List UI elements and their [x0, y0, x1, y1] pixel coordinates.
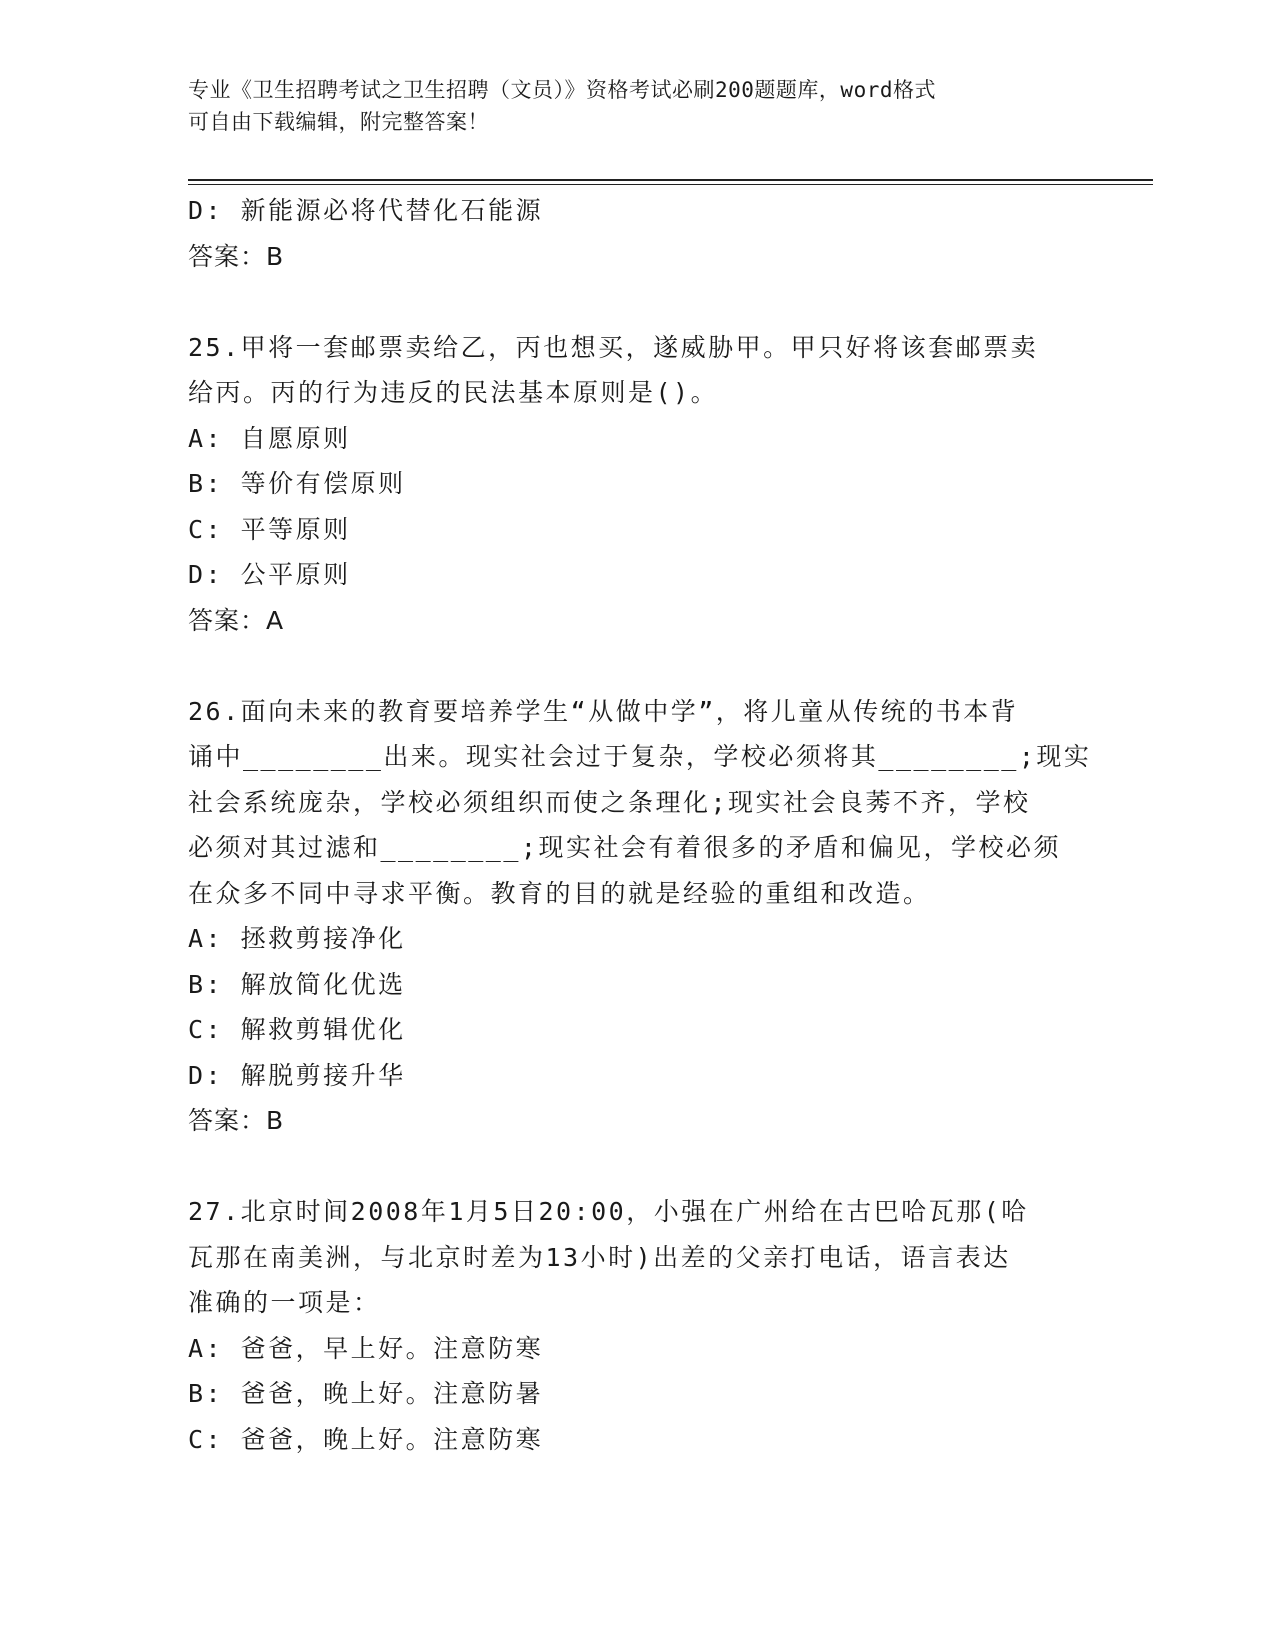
question-stem-line: 诵中________出来。现实社会过于复杂，学校必须将其________;现实: [188, 742, 1092, 771]
page-header: [188, 74, 1088, 138]
option-b: B: 爸爸，晚上好。注意防暑: [188, 1379, 544, 1408]
spacer: [188, 643, 1088, 689]
header-line-2: 可自由下载编辑，附完整答案！: [188, 110, 489, 134]
spacer: [188, 279, 1088, 325]
option-a: A: 自愿原则: [188, 423, 351, 453]
spacer: [188, 1144, 1088, 1190]
option-a: A: 拯救剪接净化: [188, 924, 406, 953]
option-c: C: 爸爸，晚上好。注意防寒: [188, 1424, 544, 1454]
question-stem-line: 26.面向未来的教育要培养学生“从做中学”，将儿童从传统的书本背: [188, 696, 1019, 726]
question-stem-line: 瓦那在南美洲，与北京时差为13小时)出差的父亲打电话，语言表达: [188, 1242, 1011, 1272]
option-b: B: 解放简化优选: [188, 969, 406, 999]
prev-answer: 答案：B: [188, 241, 285, 271]
question-stem-line: 在众多不同中寻求平衡。教育的目的就是经验的重组和改造。: [188, 878, 931, 908]
question-26: [188, 689, 1092, 1144]
header-divider-thin: [188, 184, 1153, 185]
question-stem-line: 必须对其过滤和________;现实社会有着很多的矛盾和偏见，学校必须: [188, 833, 1061, 862]
question-answer: 答案：A: [188, 605, 285, 635]
prev-option-d: D: 新能源必将代替化石能源: [188, 196, 544, 225]
question-stem-line: 25.甲将一套邮票卖给乙，丙也想买，遂威胁甲。甲只好将该套邮票卖: [188, 332, 1039, 362]
question-25: [188, 325, 1088, 644]
option-a: A: 爸爸，早上好。注意防寒: [188, 1333, 544, 1363]
document-body: [188, 188, 1092, 1462]
option-c: C: 解救剪辑优化: [188, 1015, 406, 1044]
question-stem-line: 给丙。丙的行为违反的民法基本原则是()。: [188, 378, 719, 407]
option-b: B: 等价有偿原则: [188, 469, 406, 498]
option-d: D: 解脱剪接升华: [188, 1060, 406, 1090]
question-stem-line: 27.北京时间2008年1月5日20:00，小强在广州给在古巴哈瓦那(哈: [188, 1197, 1029, 1226]
question-stem-line: 准确的一项是：: [188, 1288, 381, 1317]
option-d: D: 公平原则: [188, 560, 351, 589]
question-stem-line: 社会系统庞杂，学校必须组织而使之条理化;现实社会良莠不齐，学校: [188, 787, 1031, 817]
question-answer: 答案：B: [188, 1106, 285, 1135]
header-line-1: 专业《卫生招聘考试之卫生招聘（文员）》资格考试必刷200题题库，word格式: [188, 78, 936, 102]
question-27: [188, 1189, 1088, 1462]
option-c: C: 平等原则: [188, 514, 351, 544]
header-divider-thick: [188, 179, 1153, 181]
